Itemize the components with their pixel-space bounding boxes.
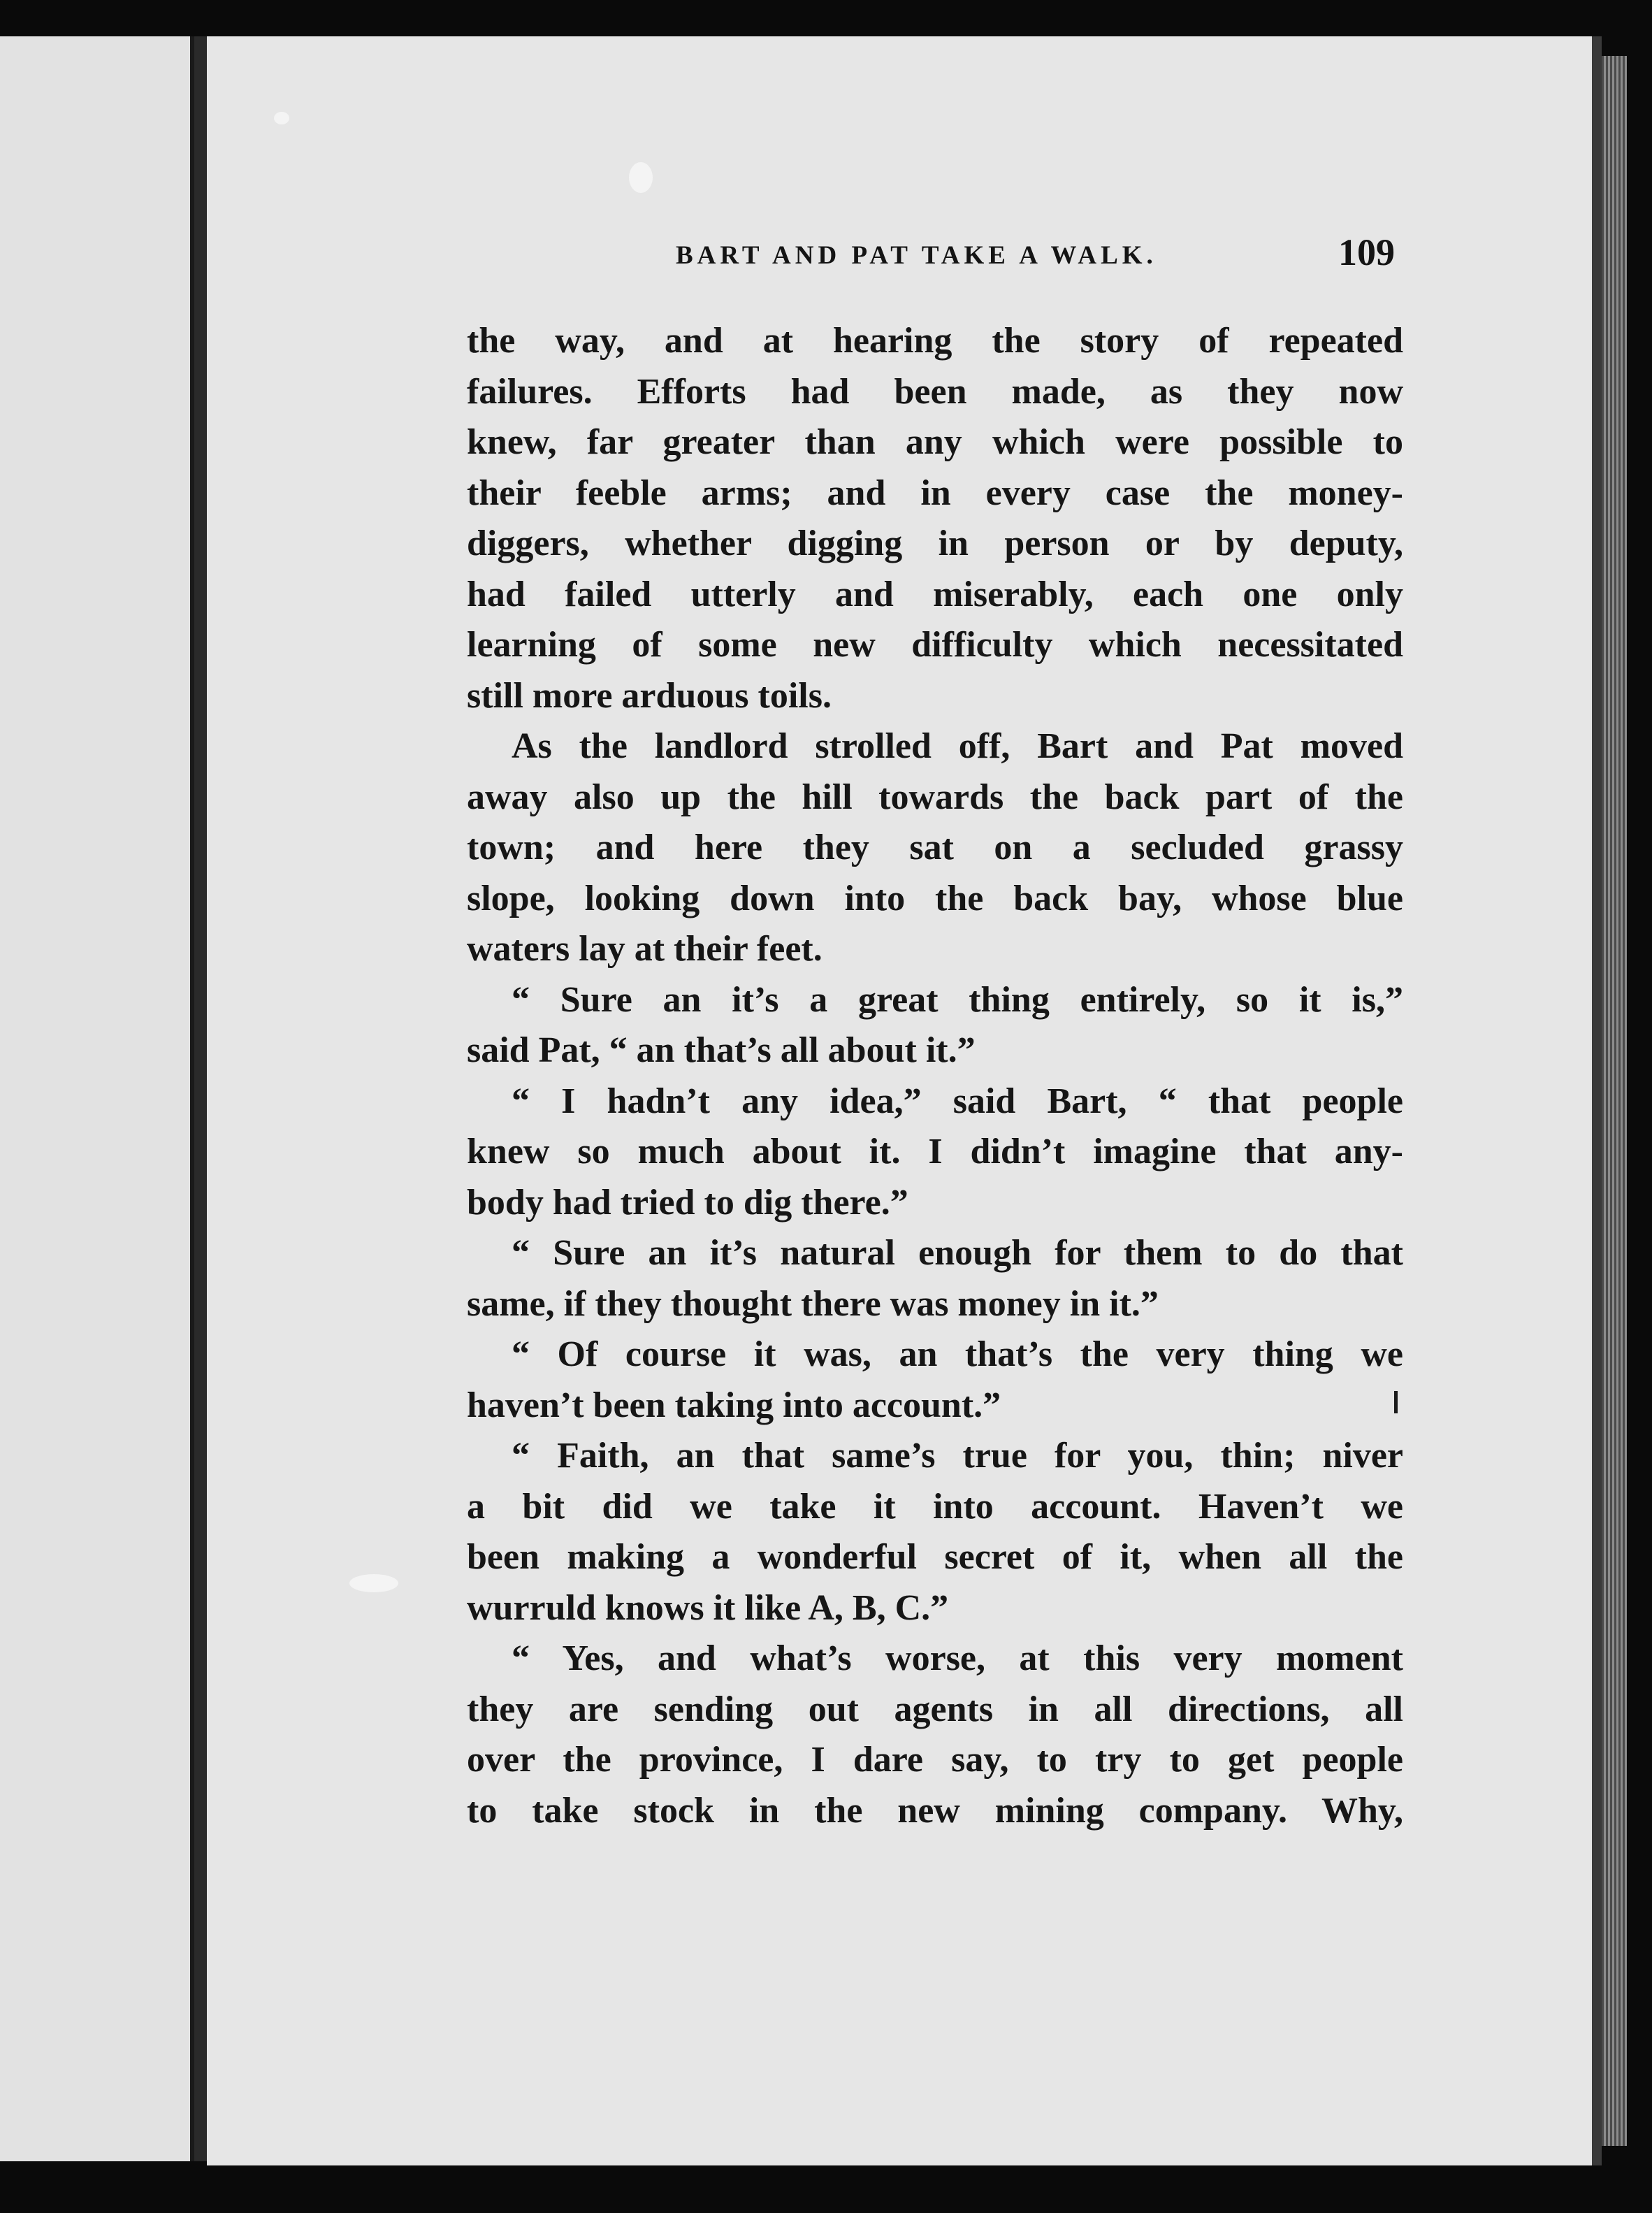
text-line: haven’t been taking into account.” — [467, 1385, 1001, 1425]
page-number: 109 — [1338, 231, 1395, 273]
text-line: a bit did we take it into account. Haven’t we — [467, 1486, 1403, 1527]
text-line: “ Sure an it’s a great thing entirely, so it is,” — [512, 979, 1403, 1020]
text-line: “ Yes, and what’s worse, at this very moment — [512, 1638, 1403, 1678]
text-line: same, if they thought there was money in it.” — [467, 1283, 1159, 1324]
text-line: wurruld knows it like A, B, C.” — [467, 1587, 949, 1628]
book-gutter — [194, 36, 207, 2161]
text-line: diggers, whether digging in person or by deputy, — [467, 524, 1403, 563]
text-line: away also up the hill towards the back part of the — [467, 777, 1403, 817]
text-line: over the province, I dare say, to try to get people — [467, 1740, 1403, 1780]
body-text — [467, 316, 1403, 1836]
text-line: “ Faith, an that same’s true for you, thin; niver — [512, 1436, 1403, 1476]
text-line: “ Of course it was, an that’s the very thing we — [512, 1334, 1403, 1374]
text-line: their feeble arms; and in every case the money- — [467, 473, 1403, 513]
text-line: As the landlord strolled off, Bart and Pat moved — [512, 726, 1403, 766]
text-line: “ Sure an it’s natural enough for them to do that — [512, 1233, 1403, 1273]
paper-speck — [629, 162, 653, 193]
text-line: body had tried to dig there.” — [467, 1182, 908, 1223]
text-line: slope, looking down into the back bay, whose blue — [467, 878, 1403, 918]
text-line: the way, and at hearing the story of repeated — [467, 321, 1403, 361]
text-line: town; and here they sat on a secluded grassy — [467, 828, 1403, 867]
stray-ink-mark — [1394, 1391, 1398, 1413]
text-line: to take stock in the new mining company. Why, — [467, 1790, 1403, 1831]
text-line: had failed utterly and miserably, each one only — [467, 574, 1403, 614]
paper-speck — [349, 1574, 398, 1592]
text-line: knew, far greater than any which were possible to — [467, 422, 1403, 462]
page-block-edge — [1602, 56, 1627, 2146]
running-title: BART AND PAT TAKE A WALK. — [676, 241, 1157, 270]
text-line: waters lay at their feet. — [467, 929, 823, 969]
text-line: been making a wonderful secret of it, when all the — [467, 1537, 1403, 1577]
paper-speck — [274, 112, 289, 124]
text-line: learning of some new difficulty which necessitated — [467, 625, 1403, 665]
text-line: said Pat, “ an that’s all about it.” — [467, 1030, 976, 1070]
running-head — [470, 231, 1406, 287]
facing-page-edge — [0, 36, 194, 2161]
text-line: they are sending out agents in all directions, all — [467, 1689, 1403, 1729]
text-line: “ I hadn’t any idea,” said Bart, “ that people — [512, 1081, 1403, 1121]
text-line: failures. Efforts had been made, as they now — [467, 371, 1403, 412]
text-line: knew so much about it. I didn’t imagine that any- — [467, 1132, 1403, 1172]
text-line: still more arduous toils. — [467, 675, 832, 716]
